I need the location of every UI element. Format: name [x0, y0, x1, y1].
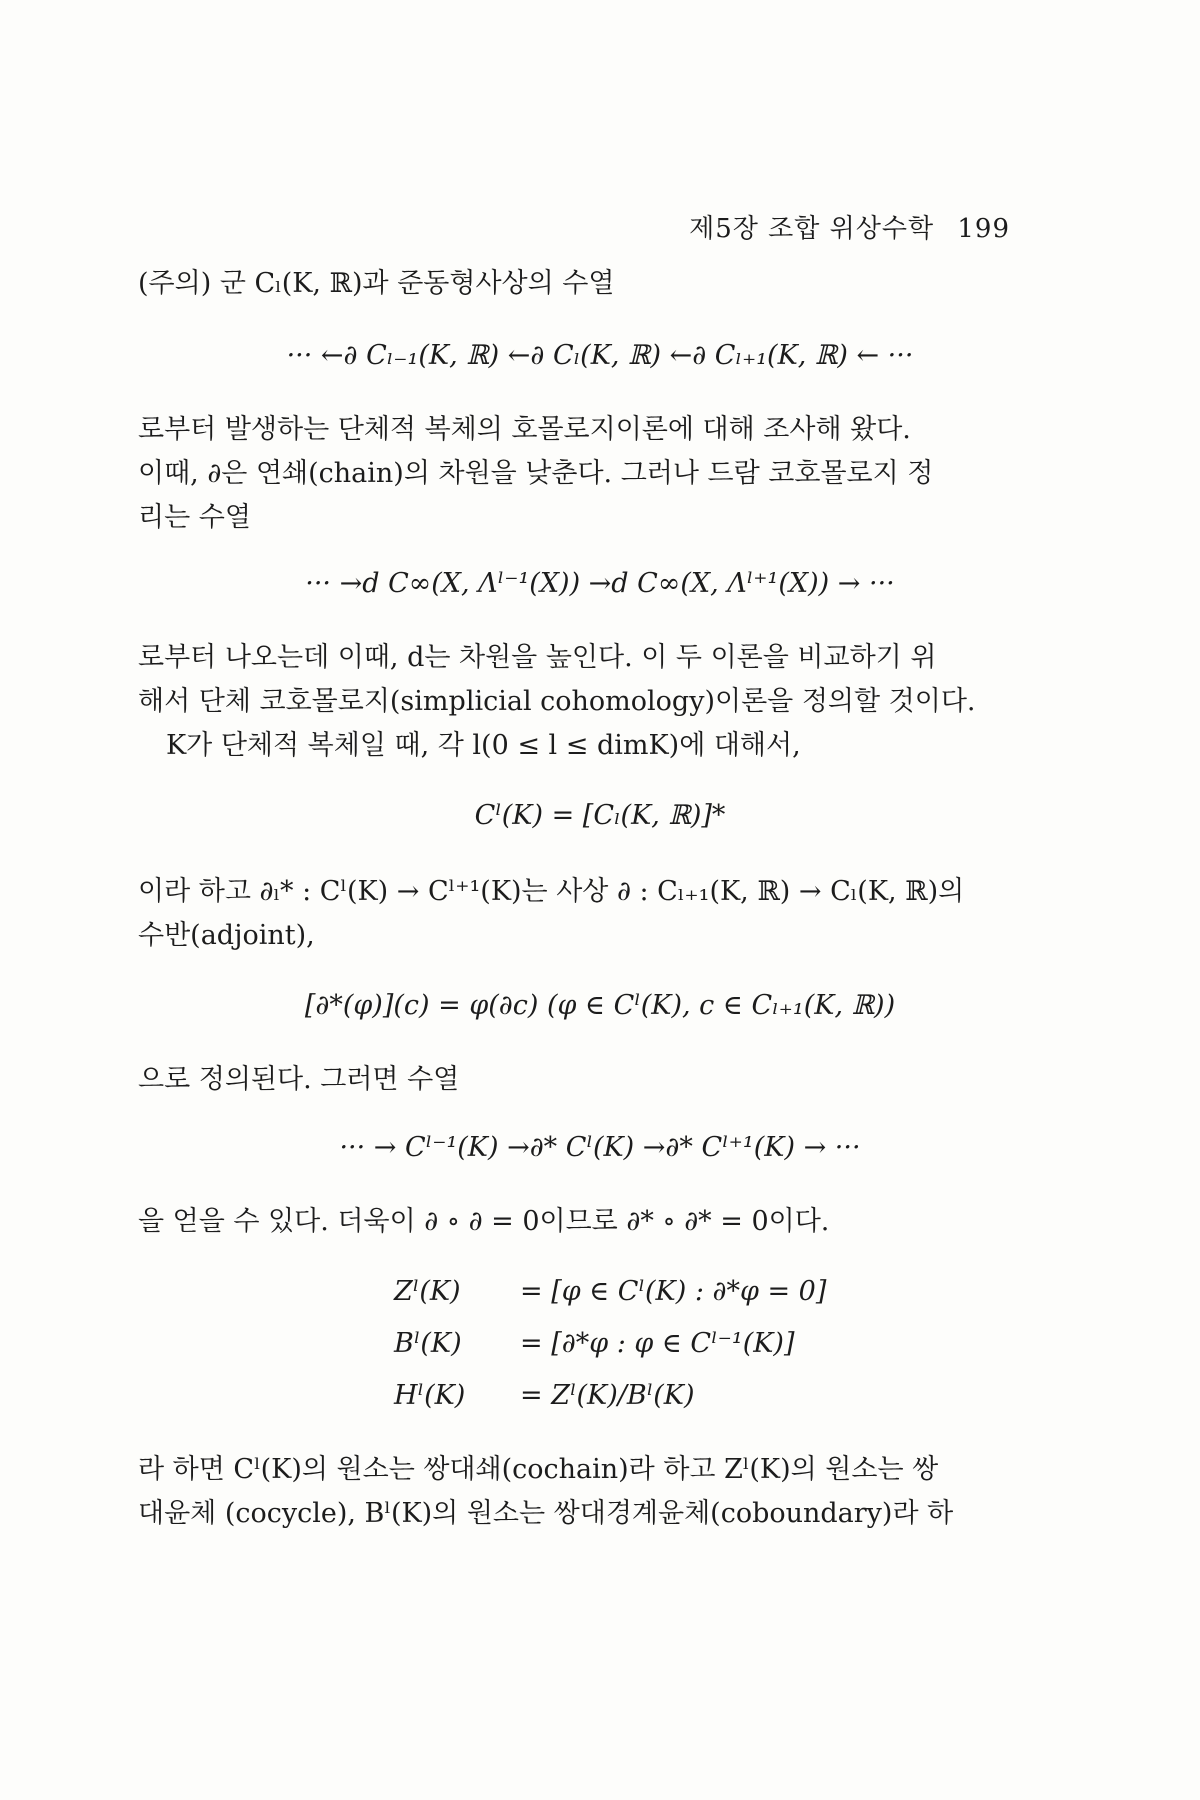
- text-line-8: 이라 하고 ∂ₗ* : Cˡ(K) → Cˡ⁺¹(K)는 사상 ∂ : Cₗ₊₁(K, ℝ) → Cₗ(K, ℝ)의: [138, 876, 965, 907]
- sequence-homology: ··· ←∂ Cₗ₋₁(K, ℝ) ←∂ Cₗ(K, ℝ) ←∂ Cₗ₊₁(K, ℝ) ← ···: [286, 340, 914, 371]
- eq-rhs: = [φ ∈ Cˡ(K) : ∂*φ = 0]: [520, 1276, 827, 1307]
- text-line-9: 수반(adjoint),: [138, 920, 315, 951]
- text-line-3: 이때, ∂은 연쇄(chain)의 차원을 낮춘다. 그러나 드람 코호몰로지 정: [138, 458, 934, 489]
- cohomology-definitions: [394, 1276, 826, 1432]
- page-number: 199: [957, 214, 1010, 244]
- eq-lhs: Zˡ(K): [394, 1276, 461, 1307]
- coboundary-definition-row: [394, 1328, 826, 1380]
- text-line-1: (주의) 군 Cₗ(K, ℝ)과 준동형사상의 수열: [138, 268, 615, 299]
- running-header: [689, 208, 1010, 245]
- text-line-6: 해서 단체 코호몰로지(simplicial cohomology)이론을 정의할 것이다.: [138, 686, 976, 717]
- chapter-title: 제5장 조합 위상수학: [689, 214, 935, 244]
- text-line-4: 리는 수열: [138, 502, 251, 533]
- text-line-2: 로부터 발생하는 단체적 복체의 호몰로지이론에 대해 조사해 왔다.: [138, 414, 911, 445]
- text-line-11: 을 얻을 수 있다. 더욱이 ∂ ∘ ∂ = 0이므로 ∂* ∘ ∂* = 0이다.: [138, 1206, 830, 1237]
- eq-rhs: = [∂*φ : φ ∈ Cˡ⁻¹(K)]: [520, 1328, 795, 1359]
- adjoint-equation: [∂*(φ)](c) = φ(∂c) (φ ∈ Cˡ(K), c ∈ Cₗ₊₁(K, ℝ)): [304, 990, 896, 1021]
- text-line-7: K가 단체적 복체일 때, 각 l(0 ≤ l ≤ dimK)에 대해서,: [166, 730, 801, 761]
- eq-rhs: = Zˡ(K)/Bˡ(K): [520, 1380, 695, 1411]
- cohomology-group-row: [394, 1380, 826, 1432]
- eq-lhs: Hˡ(K): [394, 1380, 466, 1411]
- text-line-13: 대윤체 (cocycle), Bˡ(K)의 원소는 쌍대경계윤체(coboundary)라 하: [138, 1498, 954, 1529]
- text-line-12: 라 하면 Cˡ(K)의 원소는 쌍대쇄(cochain)라 하고 Zˡ(K)의 원소는 쌍: [138, 1454, 939, 1485]
- text-line-10: 으로 정의된다. 그러면 수열: [138, 1064, 460, 1095]
- text-line-5: 로부터 나오는데 이때, d는 차원을 높인다. 이 두 이론을 비교하기 위: [138, 642, 937, 673]
- sequence-cohomology: ··· → Cˡ⁻¹(K) →∂* Cˡ(K) →∂* Cˡ⁺¹(K) → ···: [339, 1132, 861, 1163]
- cochain-definition: Cˡ(K) = [Cₗ(K, ℝ)]*: [474, 800, 726, 831]
- sequence-de-rham: ··· →d C∞(X, Λˡ⁻¹(X)) →d C∞(X, Λˡ⁺¹(X)) → ···: [305, 568, 895, 599]
- eq-lhs: Bˡ(K): [394, 1328, 462, 1359]
- cocycle-definition-row: [394, 1276, 826, 1328]
